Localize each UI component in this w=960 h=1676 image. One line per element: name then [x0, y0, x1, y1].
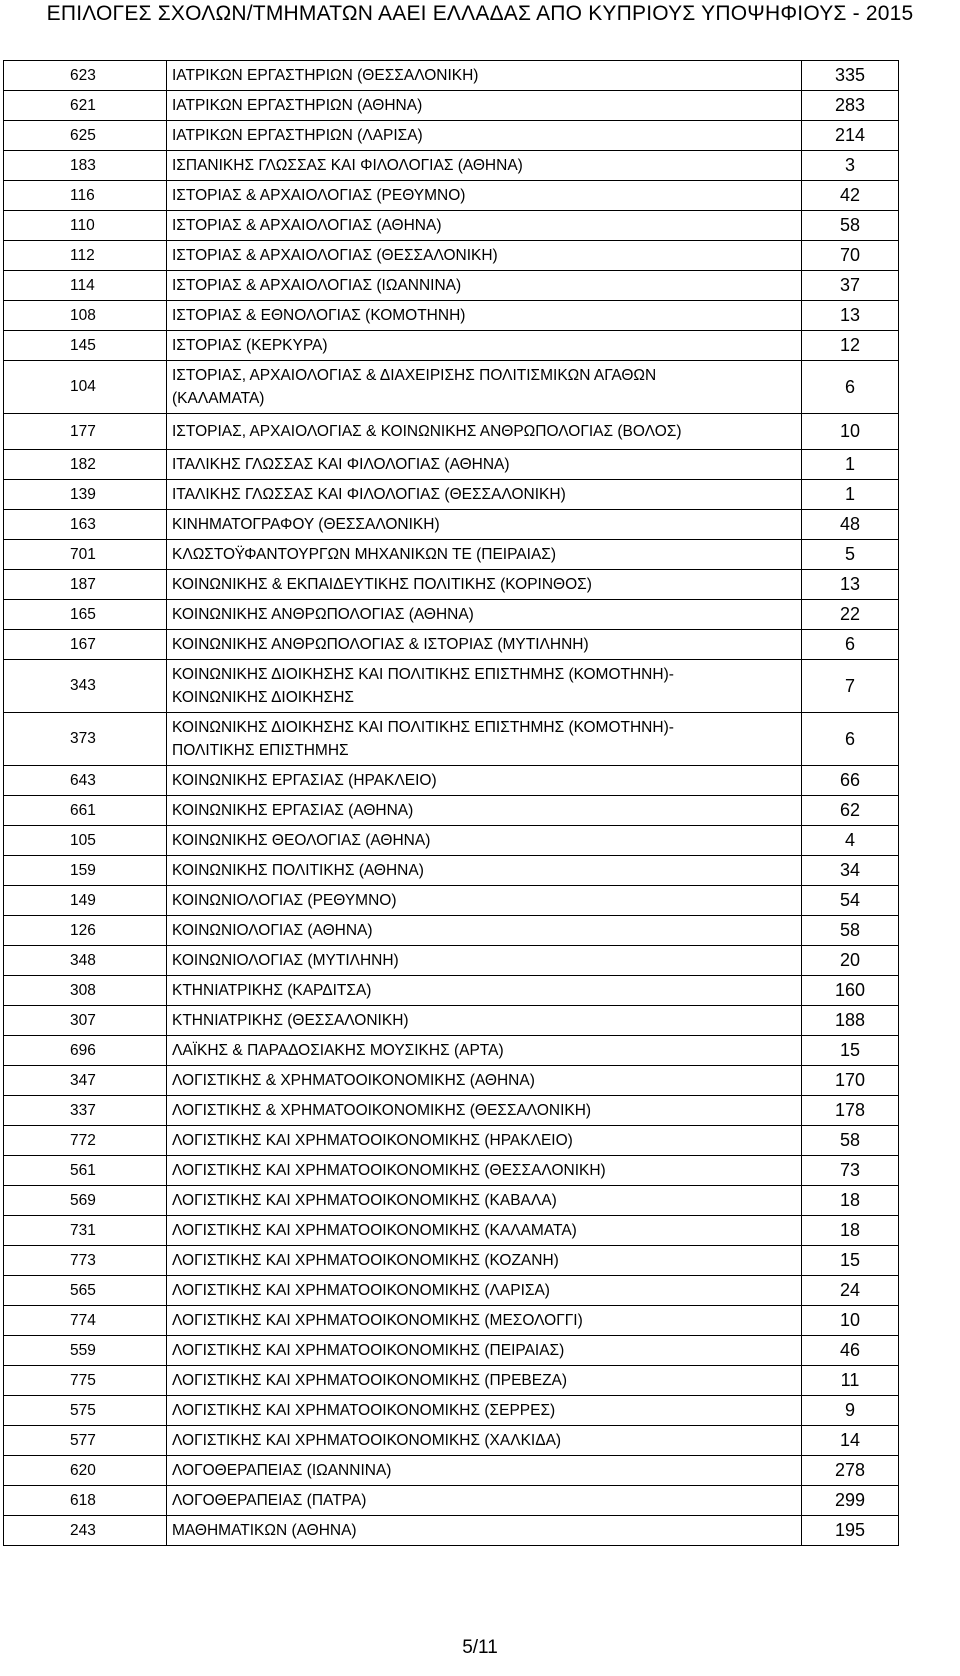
applicant-count: 42: [802, 181, 899, 211]
department-name: [167, 1096, 802, 1126]
applicant-count: 70: [802, 241, 899, 271]
department-name: [167, 181, 802, 211]
table-row: [4, 1336, 899, 1366]
table-row: [4, 1486, 899, 1516]
department-name-line: ΛΟΓΙΣΤΙΚΗΣ & ΧΡΗΜΑΤΟΟΙΚΟΝΟΜΙΚΗΣ (ΑΘΗΝΑ): [172, 1072, 535, 1089]
table-row: [4, 1036, 899, 1066]
applicant-count: 6: [802, 630, 899, 660]
page-number: 5/11: [462, 1637, 498, 1658]
department-code: 773: [4, 1246, 167, 1276]
department-name: [167, 91, 802, 121]
department-name-line: ΚΟΙΝΩΝΙΚΗΣ ΔΙΟΙΚΗΣΗΣ ΚΑΙ ΠΟΛΙΤΙΚΗΣ ΕΠΙΣΤΗΜΗΣ (ΚΟΜΟΤΗΝΗ)-: [172, 666, 674, 683]
department-name: [167, 916, 802, 946]
table-row: [4, 1006, 899, 1036]
department-code: 701: [4, 540, 167, 570]
department-name-line: ΚΟΙΝΩΝΙΚΗΣ ΑΝΘΡΩΠΟΛΟΓΙΑΣ (ΑΘΗΝΑ): [172, 606, 474, 623]
department-name-line: ΚΟΙΝΩΝΙΚΗΣ ΔΙΟΙΚΗΣΗΣ ΚΑΙ ΠΟΛΙΤΙΚΗΣ ΕΠΙΣΤΗΜΗΣ (ΚΟΜΟΤΗΝΗ)-: [172, 719, 674, 736]
department-name-line: ΙΣΤΟΡΙΑΣ (ΚΕΡΚΥΡΑ): [172, 337, 328, 354]
table-row: [4, 361, 899, 414]
department-name-line: ΙΣΤΟΡΙΑΣ & ΑΡΧΑΙΟΛΟΓΙΑΣ (ΙΩΑΝΝΙΝΑ): [172, 277, 462, 294]
table-row: [4, 1426, 899, 1456]
department-code: 187: [4, 570, 167, 600]
applicant-count: 335: [802, 61, 899, 91]
table-row: [4, 660, 899, 713]
department-name: [167, 1126, 802, 1156]
applicant-count: 54: [802, 886, 899, 916]
department-code: 337: [4, 1096, 167, 1126]
table-row: [4, 414, 899, 450]
department-code: 661: [4, 796, 167, 826]
department-name: [167, 271, 802, 301]
department-name-line: ΙΑΤΡΙΚΩΝ ΕΡΓΑΣΤΗΡΙΩΝ (ΘΕΣΣΑΛΟΝΙΚΗ): [172, 67, 479, 84]
table-row: [4, 1276, 899, 1306]
department-name: [167, 61, 802, 91]
table-body: [4, 61, 899, 1546]
applicant-count: 4: [802, 826, 899, 856]
department-code: 114: [4, 271, 167, 301]
table-row: [4, 331, 899, 361]
table-row: [4, 151, 899, 181]
department-name-line: ΛΟΓΙΣΤΙΚΗΣ ΚΑΙ ΧΡΗΜΑΤΟΟΙΚΟΝΟΜΙΚΗΣ (ΠΕΙΡΑΙΑΣ): [172, 1342, 565, 1359]
table-row: [4, 826, 899, 856]
department-name: [167, 713, 802, 766]
department-code: 163: [4, 510, 167, 540]
department-name-line: ΛΟΓΙΣΤΙΚΗΣ ΚΑΙ ΧΡΗΜΑΤΟΟΙΚΟΝΟΜΙΚΗΣ (ΘΕΣΣΑΛΟΝΙΚΗ): [172, 1162, 606, 1179]
department-code: 569: [4, 1186, 167, 1216]
table-row: [4, 1126, 899, 1156]
department-name-line: ΛΟΓΙΣΤΙΚΗΣ ΚΑΙ ΧΡΗΜΑΤΟΟΙΚΟΝΟΜΙΚΗΣ (ΛΑΡΙΣΑ): [172, 1282, 550, 1299]
department-name-line: ΚΟΙΝΩΝΙΚΗΣ ΔΙΟΙΚΗΣΗΣ: [172, 689, 354, 706]
applicant-count: 15: [802, 1036, 899, 1066]
department-name: [167, 1066, 802, 1096]
table-row: [4, 450, 899, 480]
table-row: [4, 480, 899, 510]
applicant-count: 22: [802, 600, 899, 630]
table-row: [4, 1186, 899, 1216]
table-row: [4, 916, 899, 946]
table-row: [4, 886, 899, 916]
department-name-line: ΚΟΙΝΩΝΙΚΗΣ ΠΟΛΙΤΙΚΗΣ (ΑΘΗΝΑ): [172, 862, 424, 879]
department-name-line: ΙΣΤΟΡΙΑΣ, ΑΡΧΑΙΟΛΟΓΙΑΣ & ΔΙΑΧΕΙΡΙΣΗΣ ΠΟΛΙΤΙΣΜΙΚΩΝ ΑΓΑΘΩΝ: [172, 367, 657, 384]
table-row: [4, 856, 899, 886]
department-code: 347: [4, 1066, 167, 1096]
department-name-line: ΛΟΓΙΣΤΙΚΗΣ ΚΑΙ ΧΡΗΜΑΤΟΟΙΚΟΝΟΜΙΚΗΣ (ΚΟΖΑΝΗ): [172, 1252, 559, 1269]
department-code: 182: [4, 450, 167, 480]
department-name: [167, 1306, 802, 1336]
department-code: 105: [4, 826, 167, 856]
department-code: 104: [4, 361, 167, 414]
applicant-count: 58: [802, 211, 899, 241]
department-name-line: ΛΟΓΙΣΤΙΚΗΣ ΚΑΙ ΧΡΗΜΑΤΟΟΙΚΟΝΟΜΙΚΗΣ (ΧΑΛΚΙΔΑ): [172, 1432, 562, 1449]
applicant-count: 37: [802, 271, 899, 301]
department-name: [167, 1396, 802, 1426]
department-name: [167, 1426, 802, 1456]
department-name-line: ΚΙΝΗΜΑΤΟΓΡΑΦΟΥ (ΘΕΣΣΑΛΟΝΙΚΗ): [172, 516, 440, 533]
department-name-line: ΛΟΓΙΣΤΙΚΗΣ ΚΑΙ ΧΡΗΜΑΤΟΟΙΚΟΝΟΜΙΚΗΣ (ΚΑΛΑΜΑΤΑ): [172, 1222, 577, 1239]
department-name-line: ΛΟΓΙΣΤΙΚΗΣ ΚΑΙ ΧΡΗΜΑΤΟΟΙΚΟΝΟΜΙΚΗΣ (ΚΑΒΑΛΑ): [172, 1192, 557, 1209]
department-name-line: ΙΤΑΛΙΚΗΣ ΓΛΩΣΣΑΣ ΚΑΙ ΦΙΛΟΛΟΓΙΑΣ (ΑΘΗΝΑ): [172, 456, 510, 473]
applicant-count: 1: [802, 480, 899, 510]
table-row: [4, 1216, 899, 1246]
department-code: 731: [4, 1216, 167, 1246]
table-row: [4, 713, 899, 766]
department-code: 149: [4, 886, 167, 916]
department-name: [167, 480, 802, 510]
department-name-line: ΙΤΑΛΙΚΗΣ ΓΛΩΣΣΑΣ ΚΑΙ ΦΙΛΟΛΟΓΙΑΣ (ΘΕΣΣΑΛΟΝΙΚΗ): [172, 486, 566, 503]
department-name: [167, 1276, 802, 1306]
department-code: 112: [4, 241, 167, 271]
department-name-line: ΛΟΓΙΣΤΙΚΗΣ & ΧΡΗΜΑΤΟΟΙΚΟΝΟΜΙΚΗΣ (ΘΕΣΣΑΛΟΝΙΚΗ): [172, 1102, 592, 1119]
department-code: 575: [4, 1396, 167, 1426]
table-row: [4, 271, 899, 301]
department-name: [167, 510, 802, 540]
department-name: [167, 211, 802, 241]
table-row: [4, 1396, 899, 1426]
applicant-count: 58: [802, 916, 899, 946]
department-name: [167, 450, 802, 480]
department-code: 620: [4, 1456, 167, 1486]
applicant-count: 24: [802, 1276, 899, 1306]
department-code: 116: [4, 181, 167, 211]
department-name-line: ΛΟΓΙΣΤΙΚΗΣ ΚΑΙ ΧΡΗΜΑΤΟΟΙΚΟΝΟΜΙΚΗΣ (ΗΡΑΚΛΕΙΟ): [172, 1132, 573, 1149]
department-code: 621: [4, 91, 167, 121]
department-name-line: (ΚΑΛΑΜΑΤΑ): [172, 390, 265, 407]
applicant-count: 18: [802, 1216, 899, 1246]
department-code: 696: [4, 1036, 167, 1066]
table-row: [4, 1246, 899, 1276]
department-name: [167, 1006, 802, 1036]
department-name-line: ΙΣΠΑΝΙΚΗΣ ΓΛΩΣΣΑΣ ΚΑΙ ΦΙΛΟΛΟΓΙΑΣ (ΑΘΗΝΑ): [172, 157, 523, 174]
department-code: 373: [4, 713, 167, 766]
applicant-count: 160: [802, 976, 899, 1006]
department-name-line: ΚΟΙΝΩΝΙΟΛΟΓΙΑΣ (ΜΥΤΙΛΗΝΗ): [172, 952, 399, 969]
applicant-count: 170: [802, 1066, 899, 1096]
applicant-count: 10: [802, 1306, 899, 1336]
applicant-count: 62: [802, 796, 899, 826]
applicant-count: 1: [802, 450, 899, 480]
department-name-line: ΙΣΤΟΡΙΑΣ & ΑΡΧΑΙΟΛΟΓΙΑΣ (ΘΕΣΣΑΛΟΝΙΚΗ): [172, 247, 498, 264]
department-name-line: ΚΟΙΝΩΝΙΟΛΟΓΙΑΣ (ΡΕΘΥΜΝΟ): [172, 892, 397, 909]
table-row: [4, 766, 899, 796]
department-name: [167, 766, 802, 796]
department-name-line: ΛΟΓΟΘΕΡΑΠΕΙΑΣ (ΠΑΤΡΑ): [172, 1492, 367, 1509]
applicant-count: 13: [802, 570, 899, 600]
table-row: [4, 91, 899, 121]
department-name-line: ΛΟΓΙΣΤΙΚΗΣ ΚΑΙ ΧΡΗΜΑΤΟΟΙΚΟΝΟΜΙΚΗΣ (ΣΕΡΡΕΣ): [172, 1402, 556, 1419]
applicant-count: 46: [802, 1336, 899, 1366]
department-name: [167, 1456, 802, 1486]
department-code: 308: [4, 976, 167, 1006]
department-name: [167, 630, 802, 660]
department-code: 643: [4, 766, 167, 796]
department-name-line: ΛΟΓΟΘΕΡΑΠΕΙΑΣ (ΙΩΑΝΝΙΝΑ): [172, 1462, 392, 1479]
department-code: 348: [4, 946, 167, 976]
department-name-line: ΚΤΗΝΙΑΤΡΙΚΗΣ (ΘΕΣΣΑΛΟΝΙΚΗ): [172, 1012, 409, 1029]
table-row: [4, 630, 899, 660]
department-name-line: ΚΟΙΝΩΝΙΚΗΣ ΕΡΓΑΣΙΑΣ (ΗΡΑΚΛΕΙΟ): [172, 772, 437, 789]
department-name: [167, 414, 802, 450]
department-name: [167, 301, 802, 331]
department-name-line: ΚΟΙΝΩΝΙΚΗΣ ΘΕΟΛΟΓΙΑΣ (ΑΘΗΝΑ): [172, 832, 431, 849]
applicant-count: 188: [802, 1006, 899, 1036]
results-table: [3, 60, 899, 1546]
department-code: 167: [4, 630, 167, 660]
department-name-line: ΚΟΙΝΩΝΙΟΛΟΓΙΑΣ (ΑΘΗΝΑ): [172, 922, 373, 939]
department-name-line: ΙΣΤΟΡΙΑΣ & ΑΡΧΑΙΟΛΟΓΙΑΣ (ΑΘΗΝΑ): [172, 217, 442, 234]
applicant-count: 6: [802, 361, 899, 414]
department-code: 625: [4, 121, 167, 151]
department-name: [167, 1186, 802, 1216]
table-row: [4, 946, 899, 976]
department-code: 110: [4, 211, 167, 241]
applicant-count: 18: [802, 1186, 899, 1216]
department-name: [167, 540, 802, 570]
department-code: 772: [4, 1126, 167, 1156]
department-name-line: ΜΑΘΗΜΑΤΙΚΩΝ (ΑΘΗΝΑ): [172, 1522, 357, 1539]
department-code: 343: [4, 660, 167, 713]
table-row: [4, 1366, 899, 1396]
department-name: [167, 1246, 802, 1276]
department-code: 774: [4, 1306, 167, 1336]
table-row: [4, 510, 899, 540]
department-name-line: ΛΟΓΙΣΤΙΚΗΣ ΚΑΙ ΧΡΗΜΑΤΟΟΙΚΟΝΟΜΙΚΗΣ (ΜΕΣΟΛΟΓΓΙ): [172, 1312, 583, 1329]
department-name: [167, 1036, 802, 1066]
department-name: [167, 946, 802, 976]
applicant-count: 10: [802, 414, 899, 450]
applicant-count: 58: [802, 1126, 899, 1156]
department-name: [167, 361, 802, 414]
applicant-count: 3: [802, 151, 899, 181]
applicant-count: 13: [802, 301, 899, 331]
department-name-line: ΙΣΤΟΡΙΑΣ & ΕΘΝΟΛΟΓΙΑΣ (ΚΟΜΟΤΗΝΗ): [172, 307, 466, 324]
department-name: [167, 121, 802, 151]
results-table-container: [0, 60, 960, 1546]
department-name: [167, 660, 802, 713]
applicant-count: 5: [802, 540, 899, 570]
applicant-count: 7: [802, 660, 899, 713]
department-code: 243: [4, 1516, 167, 1546]
department-name: [167, 796, 802, 826]
table-row: [4, 181, 899, 211]
applicant-count: 9: [802, 1396, 899, 1426]
department-name-line: ΙΣΤΟΡΙΑΣ, ΑΡΧΑΙΟΛΟΓΙΑΣ & ΚΟΙΝΩΝΙΚΗΣ ΑΝΘΡΩΠΟΛΟΓΙΑΣ (ΒΟΛΟΣ): [172, 423, 682, 440]
table-row: [4, 301, 899, 331]
table-row: [4, 570, 899, 600]
applicant-count: 20: [802, 946, 899, 976]
department-name: [167, 1336, 802, 1366]
department-code: 623: [4, 61, 167, 91]
table-row: [4, 211, 899, 241]
table-row: [4, 61, 899, 91]
department-name-line: ΚΟΙΝΩΝΙΚΗΣ & ΕΚΠΑΙΔΕΥΤΙΚΗΣ ΠΟΛΙΤΙΚΗΣ (ΚΟΡΙΝΘΟΣ): [172, 576, 592, 593]
table-row: [4, 1516, 899, 1546]
department-code: 561: [4, 1156, 167, 1186]
department-code: 165: [4, 600, 167, 630]
applicant-count: 66: [802, 766, 899, 796]
department-name: [167, 570, 802, 600]
table-row: [4, 241, 899, 271]
department-name-line: ΙΑΤΡΙΚΩΝ ΕΡΓΑΣΤΗΡΙΩΝ (ΑΘΗΝΑ): [172, 97, 423, 114]
department-name: [167, 1156, 802, 1186]
table-row: [4, 1156, 899, 1186]
department-code: 139: [4, 480, 167, 510]
department-code: 307: [4, 1006, 167, 1036]
applicant-count: 195: [802, 1516, 899, 1546]
department-name: [167, 331, 802, 361]
applicant-count: 15: [802, 1246, 899, 1276]
department-code: 126: [4, 916, 167, 946]
department-name: [167, 600, 802, 630]
department-name: [167, 826, 802, 856]
department-code: 183: [4, 151, 167, 181]
department-name: [167, 976, 802, 1006]
applicant-count: 48: [802, 510, 899, 540]
table-row: [4, 600, 899, 630]
department-code: 145: [4, 331, 167, 361]
department-name-line: ΚΟΙΝΩΝΙΚΗΣ ΑΝΘΡΩΠΟΛΟΓΙΑΣ & ΙΣΤΟΡΙΑΣ (ΜΥΤΙΛΗΝΗ): [172, 636, 589, 653]
department-code: 565: [4, 1276, 167, 1306]
department-name-line: ΛΑΪΚΗΣ & ΠΑΡΑΔΟΣΙΑΚΗΣ ΜΟΥΣΙΚΗΣ (ΑΡΤΑ): [172, 1042, 504, 1059]
table-row: [4, 121, 899, 151]
table-row: [4, 1456, 899, 1486]
department-name: [167, 151, 802, 181]
department-name-line: ΚΛΩΣΤΟΫΦΑΝΤΟΥΡΓΩΝ ΜΗΧΑΝΙΚΩΝ ΤΕ (ΠΕΙΡΑΙΑΣ): [172, 546, 557, 563]
department-name: [167, 1516, 802, 1546]
applicant-count: 34: [802, 856, 899, 886]
applicant-count: 11: [802, 1366, 899, 1396]
applicant-count: 278: [802, 1456, 899, 1486]
applicant-count: 14: [802, 1426, 899, 1456]
department-name-line: ΠΟΛΙΤΙΚΗΣ ΕΠΙΣΤΗΜΗΣ: [172, 742, 349, 759]
department-name-line: ΛΟΓΙΣΤΙΚΗΣ ΚΑΙ ΧΡΗΜΑΤΟΟΙΚΟΝΟΜΙΚΗΣ (ΠΡΕΒΕΖΑ): [172, 1372, 568, 1389]
department-name: [167, 856, 802, 886]
department-name-line: ΙΣΤΟΡΙΑΣ & ΑΡΧΑΙΟΛΟΓΙΑΣ (ΡΕΘΥΜΝΟ): [172, 187, 466, 204]
department-name-line: ΚΤΗΝΙΑΤΡΙΚΗΣ (ΚΑΡΔΙΤΣΑ): [172, 982, 372, 999]
department-code: 159: [4, 856, 167, 886]
department-name-line: ΙΑΤΡΙΚΩΝ ΕΡΓΑΣΤΗΡΙΩΝ (ΛΑΡΙΣΑ): [172, 127, 423, 144]
applicant-count: 73: [802, 1156, 899, 1186]
department-code: 108: [4, 301, 167, 331]
table-row: [4, 1306, 899, 1336]
table-row: [4, 976, 899, 1006]
department-name: [167, 1216, 802, 1246]
department-name-line: ΚΟΙΝΩΝΙΚΗΣ ΕΡΓΑΣΙΑΣ (ΑΘΗΝΑ): [172, 802, 414, 819]
table-row: [4, 796, 899, 826]
department-name: [167, 1486, 802, 1516]
department-name: [167, 1366, 802, 1396]
department-name: [167, 241, 802, 271]
table-row: [4, 1066, 899, 1096]
applicant-count: 6: [802, 713, 899, 766]
department-code: 577: [4, 1426, 167, 1456]
applicant-count: 12: [802, 331, 899, 361]
table-row: [4, 1096, 899, 1126]
page-title: ΕΠΙΛΟΓΕΣ ΣΧΟΛΩΝ/ΤΜΗΜΑΤΩΝ ΑΑΕΙ ΕΛΛΑΔΑΣ ΑΠΟ ΚΥΠΡΙΟΥΣ ΥΠΟΨΗΦΙΟΥΣ - 2015: [46, 2, 914, 25]
department-code: 618: [4, 1486, 167, 1516]
applicant-count: 283: [802, 91, 899, 121]
table-row: [4, 540, 899, 570]
applicant-count: 178: [802, 1096, 899, 1126]
department-code: 775: [4, 1366, 167, 1396]
applicant-count: 214: [802, 121, 899, 151]
department-code: 559: [4, 1336, 167, 1366]
department-name: [167, 886, 802, 916]
department-code: 177: [4, 414, 167, 450]
applicant-count: 299: [802, 1486, 899, 1516]
